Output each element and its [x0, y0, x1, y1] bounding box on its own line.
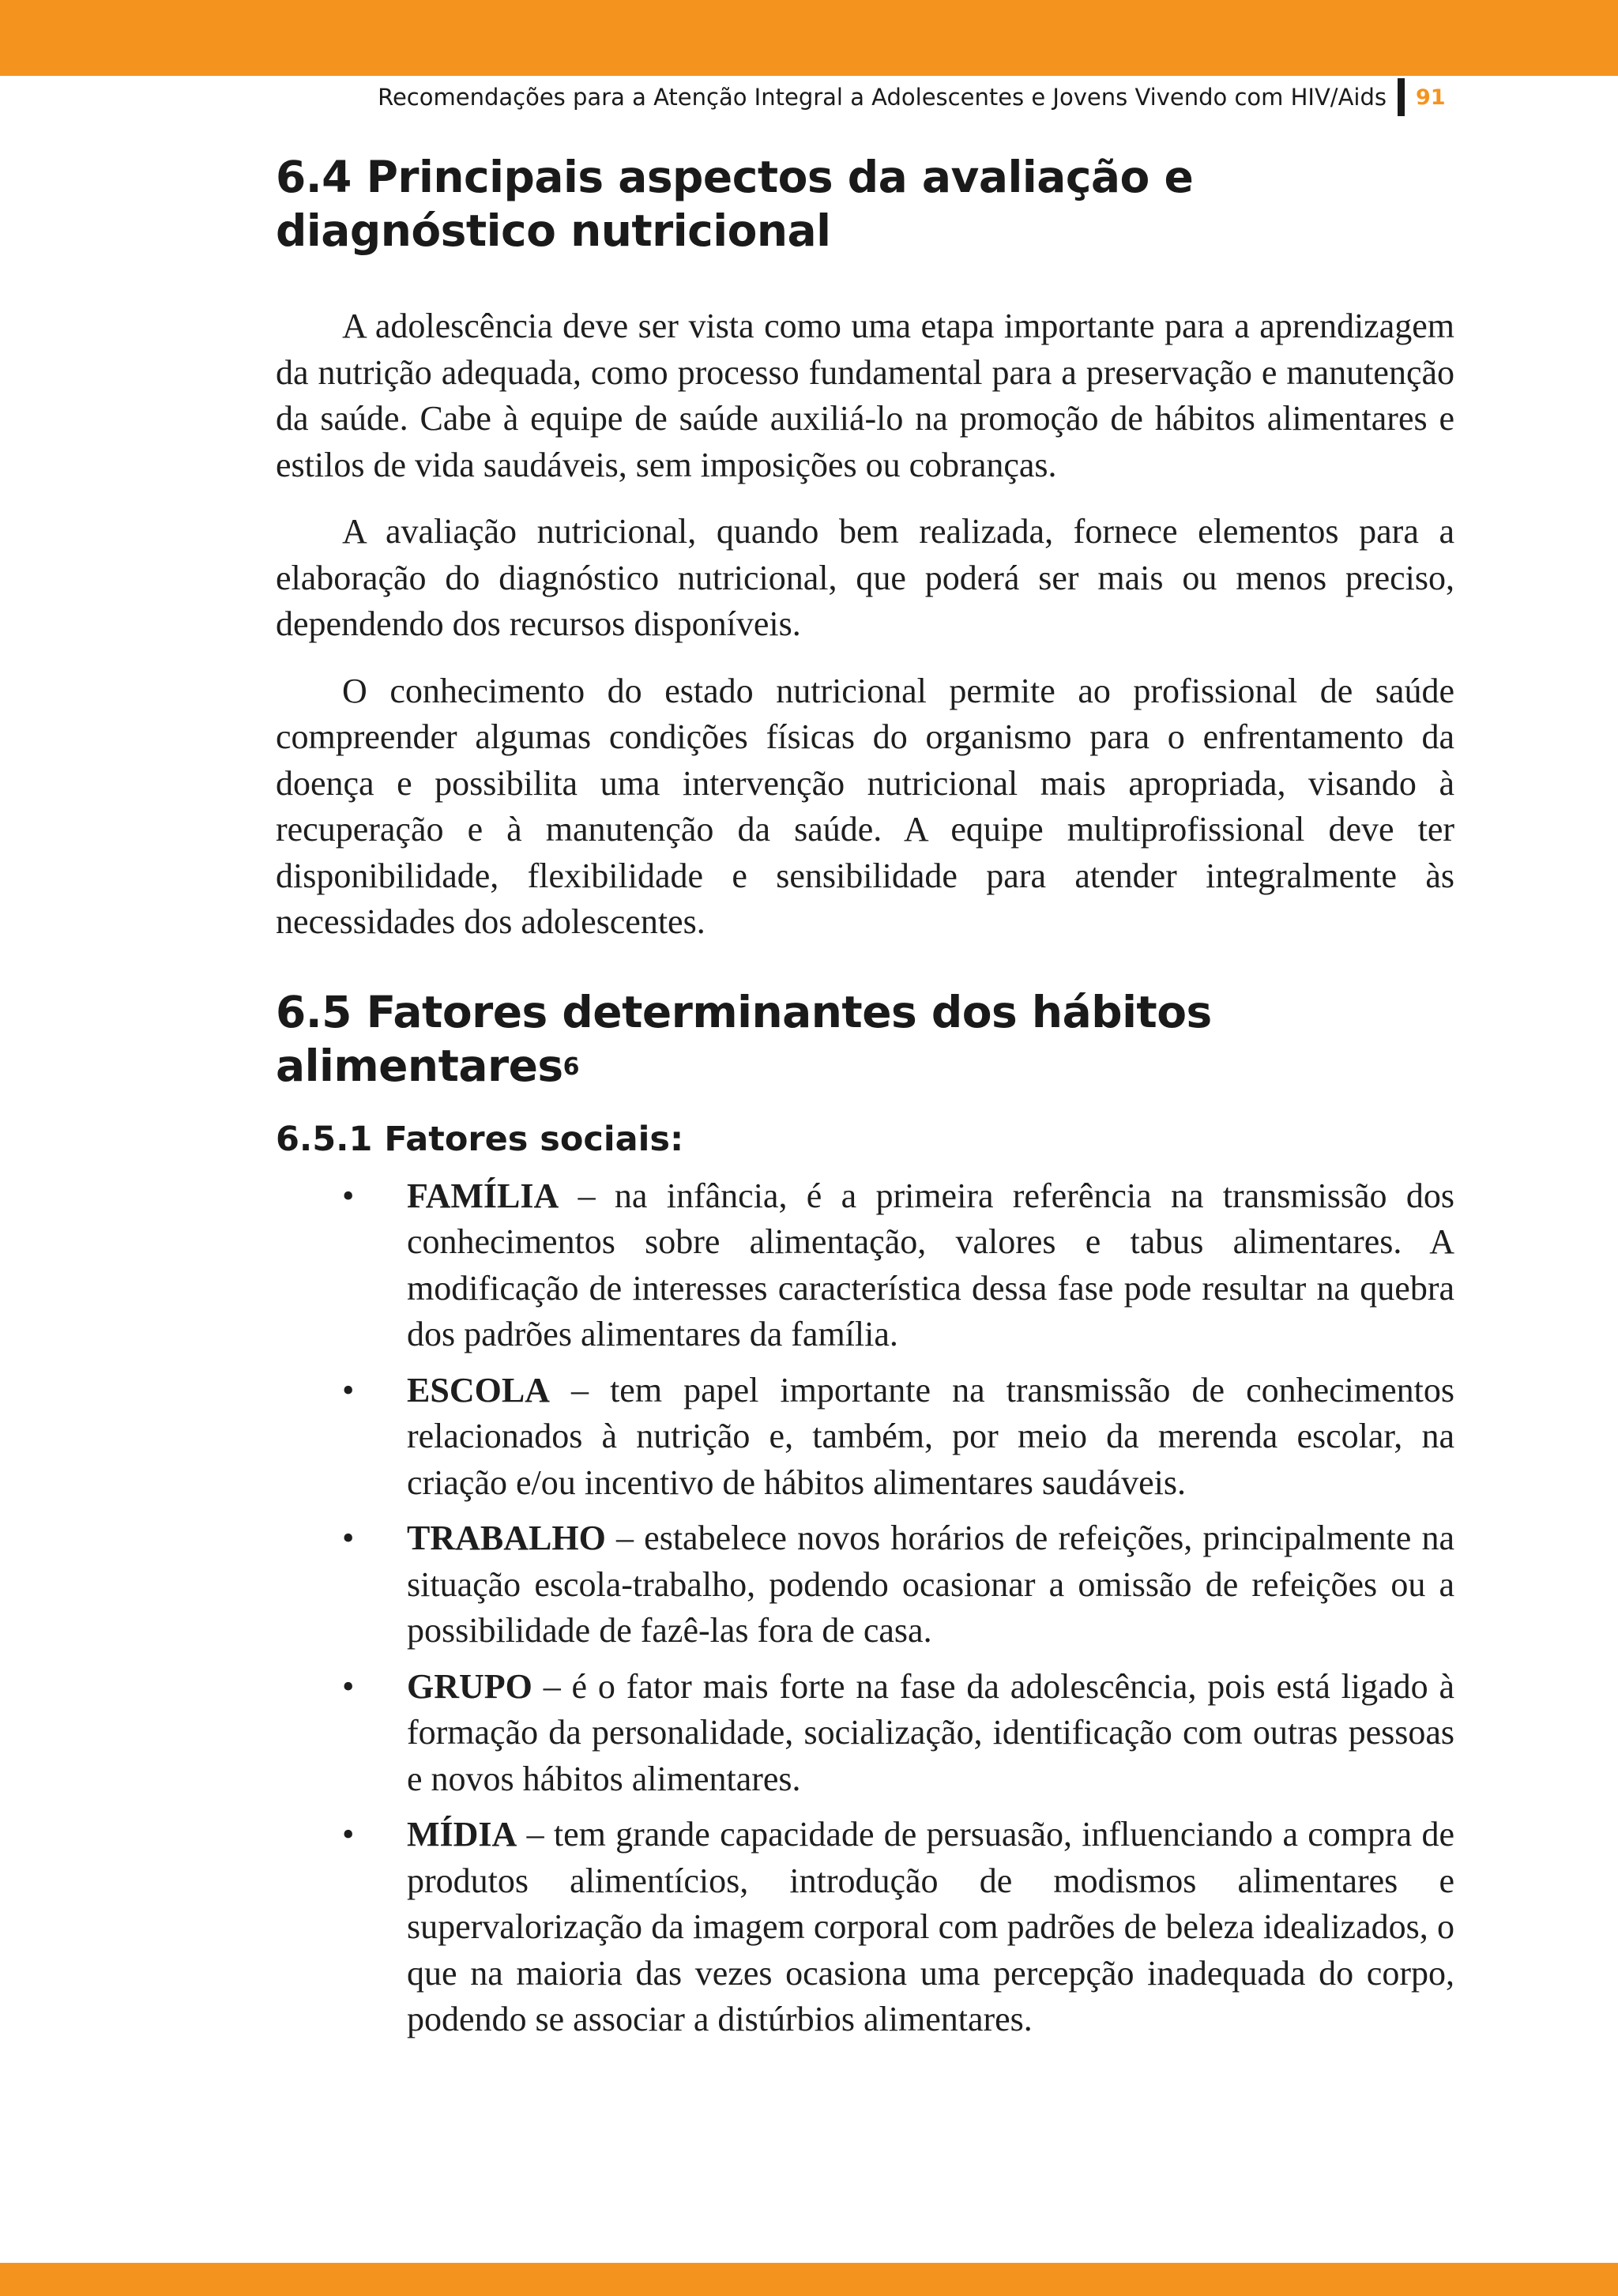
bullet-icon: •	[342, 1519, 355, 1557]
list-item-term: FAMÍLIA	[407, 1176, 559, 1215]
list-item-text: – tem grande capacidade de persuasão, influenciando a compra de produtos alimentícios, introdução de modismos alimentares e supervalorização da imagem corporal com padrões de beleza idealizados, o que na maioria das vezes ocasiona uma percepção inadequada do corpo, podendo se associar a distúrbios alimentares.	[407, 1815, 1454, 2038]
social-factors-list	[276, 1173, 1454, 2043]
header-divider	[1398, 78, 1405, 116]
list-item-escola	[276, 1368, 1454, 1507]
paragraph-1: A adolescência deve ser vista como uma etapa importante para a aprendizagem da nutrição adequada, como processo fundamental para a preservação e manutenção da saúde. Cabe à equipe de saúde auxiliá-lo na promoção de hábitos alimentares e estilos de vida saudáveis, sem imposições ou cobranças.	[276, 307, 1454, 484]
list-item-term: MÍDIA	[407, 1815, 517, 1854]
list-item-trabalho	[276, 1515, 1454, 1654]
list-item-term: GRUPO	[407, 1666, 532, 1706]
list-item-grupo	[276, 1664, 1454, 1803]
running-title: Recomendações para a Atenção Integral a Adolescentes e Jovens Vivendo com HIV/Aids	[378, 84, 1387, 111]
bullet-icon: •	[342, 1666, 355, 1706]
list-item-text: – tem papel importante na transmissão de conhecimentos relacionados à nutrição e, também, por meio da merenda escolar, na criação e/ou incentivo de hábitos alimentares saudáveis.	[407, 1370, 1454, 1502]
bullet-icon: •	[342, 1370, 355, 1410]
list-item-term: ESCOLA	[407, 1370, 550, 1410]
top-color-bar	[0, 0, 1618, 76]
paragraph-2: A avaliação nutricional, quando bem realizada, fornece elementos para a elaboração do diagnóstico nutricional, que poderá ser mais ou menos preciso, dependendo dos recursos disponíveis.	[276, 512, 1454, 643]
bullet-icon: •	[342, 1815, 355, 1854]
section-6-5-heading	[276, 985, 1454, 1093]
list-item-text: – estabelece novos horários de refeições, principalmente na situação escola-trabalho, podendo ocasionar a omissão de refeições ou a possibilidade de fazê-las fora de casa.	[407, 1519, 1454, 1650]
list-item-midia	[276, 1812, 1454, 2043]
footnote-ref: 6	[563, 1052, 580, 1081]
running-header	[237, 77, 1454, 118]
bottom-color-bar	[0, 2263, 1618, 2296]
paragraph-3: O conhecimento do estado nutricional permite ao profissional de saúde compreender algumas condições físicas do organismo para o enfrentamento da doença e possibilita uma intervenção nutricional mais apropriada, visando à recuperação e à manutenção da saúde. A equipe multiprofissional deve ter disponibilidade, flexibilidade e sensibilidade para atender integralmente às necessidades dos adolescentes.	[276, 671, 1454, 941]
section-6-5-heading-text: 6.5 Fatores determinantes dos hábitos alimentares	[276, 986, 1212, 1091]
bullet-icon: •	[342, 1176, 355, 1215]
list-item-text: – na infância, é a primeira referência na transmissão dos conhecimentos sobre alimentação, valores e tabus alimentares. A modificação de interesses característica dessa fase pode resultar na quebra dos padrões alimentares da família.	[407, 1176, 1454, 1353]
page-number: 91	[1416, 85, 1446, 110]
section-6-4-heading: 6.4 Principais aspectos da avaliação e diagnóstico nutricional	[276, 152, 1194, 256]
list-item-text: – é o fator mais forte na fase da adolescência, pois está ligado à formação da personalidade, socialização, identificação com outras pessoas e novos hábitos alimentares.	[407, 1666, 1454, 1798]
subsection-6-5-1-heading: 6.5.1 Fatores sociais:	[276, 1119, 684, 1159]
list-item-familia	[276, 1173, 1454, 1358]
list-item-term: TRABALHO	[407, 1519, 606, 1557]
page-content	[276, 150, 1454, 2043]
